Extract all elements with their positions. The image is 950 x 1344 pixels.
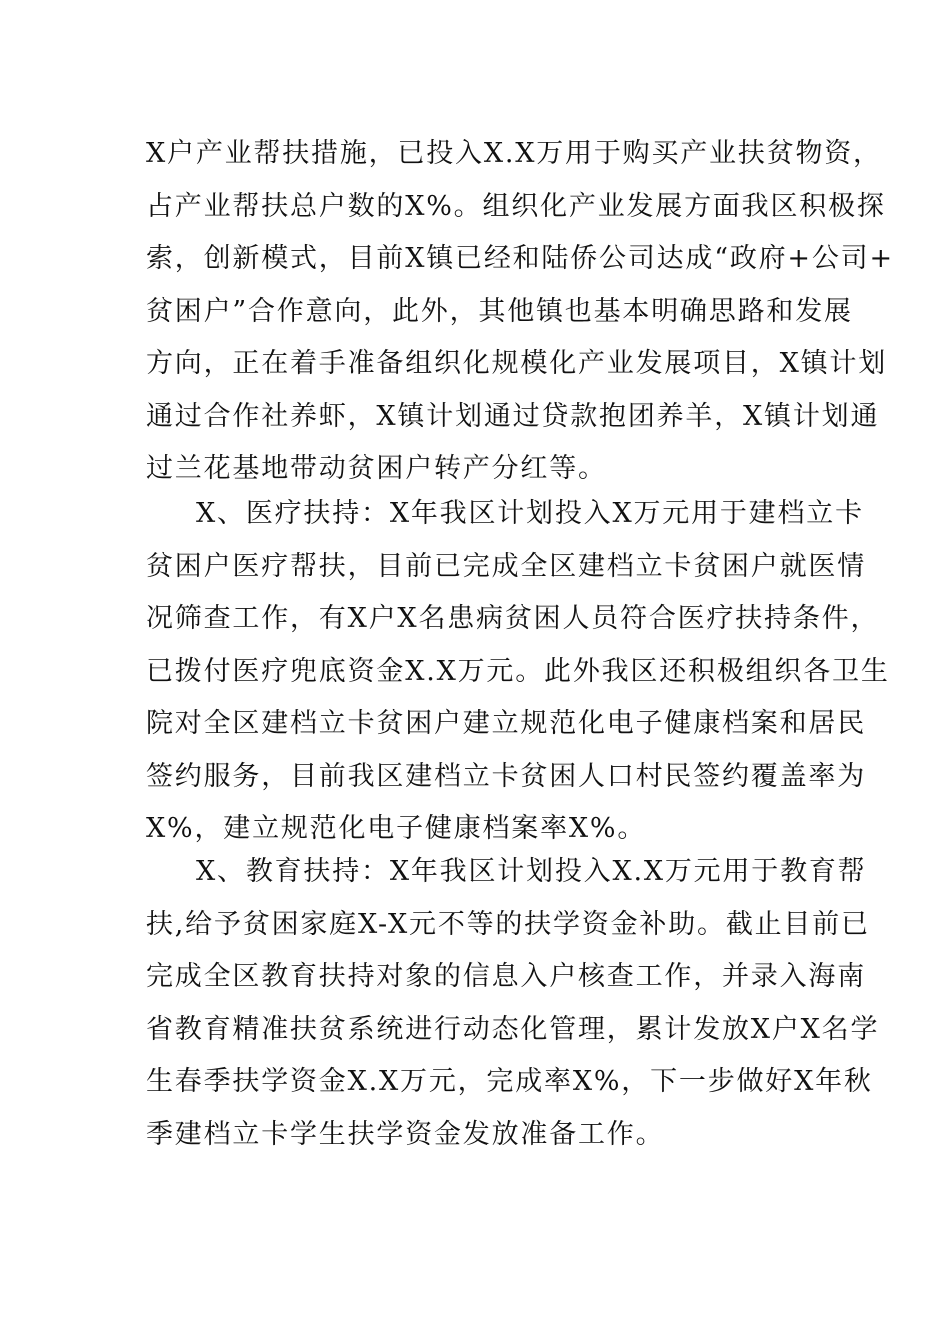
text-line: 已拨付医疗兜底资金X.X万元。此外我区还积极组织各卫生 (146, 655, 890, 687)
text-line: 方向，正在着手准备组织化规模化产业发展项目，X镇计划 (146, 348, 888, 379)
text-line: 贫困户”合作意向，此外，其他镇也基本明确思路和发展 (146, 295, 853, 327)
text-line: 院对全区建档立卡贫困户建立规范化电子健康档案和居民 (146, 708, 866, 739)
text-line: 占产业帮扶总户数的X%。组织化产业发展方面我区积极探 (146, 190, 886, 222)
text-line: 通过合作社养虾，X镇计划通过贷款抱团养羊，X镇计划通 (146, 400, 880, 432)
text-line: 索，创新模式，目前X镇已经和陆侨公司达成“政府+公司+ (146, 243, 894, 274)
paragraph-industry-support (146, 128, 894, 496)
text-line: 生春季扶学资金X.X万元，完成率X%，下一步做好X年秋 (146, 1066, 873, 1097)
text-line: 完成全区教育扶持对象的信息入户核查工作，并录入海南 (146, 961, 866, 992)
text-line: 贫困户医疗帮扶，目前已完成全区建档立卡贫困户就医情 (146, 550, 866, 582)
text-line: 扶,给予贫困家庭X-X元不等的扶学资金补助。截止目前已 (146, 908, 870, 940)
text-line: X%，建立规范化电子健康档案率X%。 (146, 813, 647, 844)
text-line: 况筛查工作，有X户X名患病贫困人员符合医疗扶持条件， (146, 603, 880, 634)
text-line: 签约服务，目前我区建档立卡贫困人口村民签约覆盖率为 (146, 760, 866, 792)
text-line: X户产业帮扶措施，已投入X.X万用于购买产业扶贫物资， (146, 138, 882, 169)
paragraph-education-support (146, 846, 880, 1161)
text-line: 季建档立卡学生扶学资金发放准备工作。 (146, 1118, 665, 1150)
paragraph-medical-support (146, 488, 890, 856)
text-line: 过兰花基地带动贫困户转产分红等。 (146, 453, 607, 484)
text-line: X、教育扶持：X年我区计划投入X.X万元用于教育帮 (196, 856, 867, 887)
text-line: 省教育精准扶贫系统进行动态化管理，累计发放X户X名学 (146, 1013, 880, 1045)
text-line: X、医疗扶持：X年我区计划投入X万元用于建档立卡 (196, 498, 864, 529)
